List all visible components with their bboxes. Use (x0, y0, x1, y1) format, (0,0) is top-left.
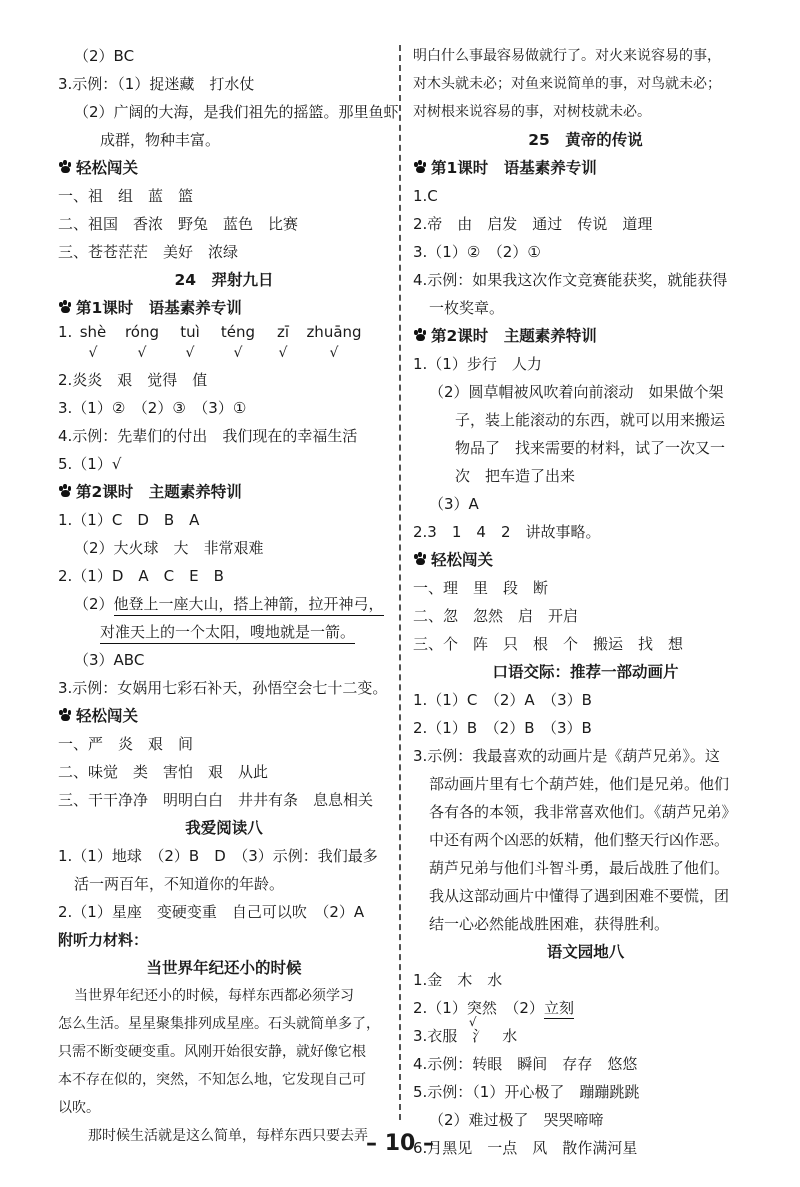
answer-line: 2.（1）星座 变硬变重 自己可以吹 （2）A (58, 903, 365, 921)
answer-line: （3）A (429, 495, 479, 513)
page-number: – 10 – (366, 1131, 434, 1156)
lesson-title: 24 羿射九日 (174, 271, 274, 289)
story-line: 当世界年纪还小的时候，每样东西都必须学习 (74, 988, 354, 1004)
answer-line: 3.（1）② （2）① (413, 243, 541, 261)
listening-heading: 附听力材料： (58, 931, 149, 949)
marked-word: 突然 √ (467, 994, 497, 1022)
right-column (413, 42, 758, 1162)
answer-line: 子，装上能滚动的东西，就可以用来搬运 (455, 411, 726, 429)
pinyin-6: zhuāng (306, 323, 362, 341)
answer-line: （2）广阔的大海，是我们祖先的摇篮。那里鱼虾 (74, 103, 399, 121)
section-heading: 轻松闯关 (413, 546, 758, 574)
story-line: 本不存在似的，突然，不知怎么地，它发现自己可 (58, 1072, 366, 1088)
answer-line: （2）难过极了 哭哭啼啼 (429, 1111, 604, 1129)
section-heading: 轻松闯关 (58, 154, 390, 182)
answer-line: 2.炎炎 艰 觉得 值 (58, 371, 208, 389)
pinyin-3: tuì (180, 323, 200, 341)
answer-line: （2）圆草帽被风吹着向前滚动 如果做个架 (429, 383, 724, 401)
answer-line: 1.（1）地球 （2）B D （3）示例：我们最多 (58, 847, 378, 865)
story-line: 怎么生活。星星聚集排列成星座。石头就简单多了， (58, 1016, 380, 1032)
story-line: 以吹。 (58, 1100, 100, 1116)
answer-line: （2）大火球 大 非常艰难 (74, 539, 264, 557)
answer-line: 我从这部动画片中懂得了遇到困难不要慌，团 (429, 887, 730, 905)
answer-line: 部动画片里有七个葫芦娃，他们是兄弟。他们 (429, 775, 730, 793)
answer-line: 葫芦兄弟与他们斗智斗勇，最后战胜了他们。 (429, 859, 730, 877)
answer-line: 3.示例：（1）捉迷藏 打水仗 (58, 75, 255, 93)
lesson-title: 语文园地八 (546, 943, 625, 961)
section-heading: 轻松闯关 (58, 702, 390, 730)
answer-line: 一、严 炎 艰 间 (58, 735, 194, 753)
story-line: 只需不断变硬变重。风刚开始很安静，就好像它根 (58, 1044, 366, 1060)
answer-line: 结一心必然能战胜困难，获得胜利。 (429, 915, 670, 933)
answer-line: 2.3 1 4 2 讲故事略。 (413, 523, 601, 541)
paw-icon (413, 160, 428, 174)
answer-line: 1.（1）C （2）A （3）B (413, 691, 592, 709)
answer-line: 3.衣服 氵 水 (413, 1027, 518, 1045)
answer-line: 6.月黑见 一点 风 散作满河星 (413, 1139, 638, 1157)
answer-line: 5.（1）√ (58, 455, 122, 473)
answer-line: 成群，物种丰富。 (100, 131, 221, 149)
section-heading: 第1课时 语基素养专训 (58, 294, 390, 322)
answer-line: 三、苍苍茫茫 美好 浓绿 (58, 243, 239, 261)
answer-line: 1.金 木 水 (413, 971, 503, 989)
answer-line (58, 618, 390, 646)
paw-icon (58, 160, 73, 174)
paw-icon (58, 300, 73, 314)
paw-icon (413, 328, 428, 342)
left-column (58, 42, 399, 1150)
answer-line: 三、干干净净 明明白白 井井有条 息息相关 (58, 791, 374, 809)
underlined-answer: 立刻 (543, 999, 574, 1017)
check-mark: √ (278, 345, 288, 361)
section-heading: 第1课时 语基素养专训 (413, 154, 758, 182)
answer-line: 3.示例：我最喜欢的动画片是《葫芦兄弟》。这 (413, 747, 720, 765)
pinyin-2: róng (124, 323, 160, 341)
story-line: 明白什么事最容易做就行了。对火来说容易的事， (413, 48, 721, 64)
answer-line: 5.示例：（1）开心极了 蹦蹦跳跳 (413, 1083, 640, 1101)
answer-line: 一枚奖章。 (429, 299, 505, 317)
check-mark: √ (468, 1015, 477, 1029)
answer-line: 次 把车造了出来 (455, 467, 576, 485)
pinyin-1: shè (79, 323, 107, 341)
answer-line: 一、理 里 段 断 (413, 579, 549, 597)
underlined-answer: 他登上一座大山，搭上神箭，拉开神弓， (114, 593, 384, 616)
pinyin-5: zī (276, 323, 290, 341)
paw-icon (58, 708, 73, 722)
answer-line: 二、祖国 香浓 野兔 蓝色 比赛 (58, 215, 299, 233)
answer-line: 活一两百年，不知道你的年龄。 (74, 875, 285, 893)
check-mark: √ (185, 345, 195, 361)
column-divider (399, 45, 401, 1120)
story-line: 对木头就未必；对鱼来说简单的事，对鸟就未必； (413, 76, 721, 92)
section-heading: 第2课时 主题素养特训 (58, 478, 390, 506)
answer-line: 一、祖 组 蓝 篮 (58, 187, 194, 205)
answer-line: （2）他登上一座大山，搭上神箭，拉开神弓， (58, 590, 390, 618)
pinyin-answer: 1. shè róng tuì téng zī zhuāng √ √ √ √ √ √ (58, 322, 390, 366)
answer-line: （3）ABC (74, 651, 145, 669)
story-line: 对树根来说容易的事，对树枝就未必。 (413, 104, 651, 120)
underlined-answer: 对准天上的一个太阳，嗖地就是一箭。 (100, 621, 355, 644)
lesson-title: 口语交际：推荐一部动画片 (492, 663, 679, 681)
answer-line: 2.（1）D A C E B (58, 567, 224, 585)
answer-line: 1.（1）步行 人力 (413, 355, 542, 373)
section-heading: 第2课时 主题素养特训 (413, 322, 758, 350)
answer-line: 二、忽 忽然 启 开启 (413, 607, 579, 625)
answer-line: 二、味觉 类 害怕 艰 从此 (58, 763, 269, 781)
answer-line: 3.（1）② （2）③ （3）① (58, 399, 247, 417)
answer-line: 4.示例：转眼 瞬间 存存 悠悠 (413, 1055, 638, 1073)
answer-line: 3.示例：女娲用七彩石补天，孙悟空会七十二变。 (58, 679, 388, 697)
answer-line: 2.（1）突然 √ （2）立刻 (413, 994, 758, 1022)
pinyin-4: téng (220, 323, 256, 341)
answer-line: （2）BC (74, 47, 135, 65)
check-mark: √ (329, 345, 339, 361)
check-mark: √ (137, 345, 147, 361)
story-title: 当世界年纪还小的时候 (146, 959, 302, 977)
answer-line: 各有各的本领，我非常喜欢他们。《葫芦兄弟》 (429, 803, 737, 821)
lesson-title: 25 黄帝的传说 (528, 131, 643, 149)
answer-line: 物品了 找来需要的材料，试了一次又一 (455, 439, 726, 457)
check-mark: √ (233, 345, 243, 361)
paw-icon (58, 484, 73, 498)
answer-line: 1.（1）C D B A (58, 511, 200, 529)
answer-line: 4.示例：如果我这次作文竞赛能获奖，就能获得 (413, 271, 728, 289)
paw-icon (413, 552, 428, 566)
lesson-title: 我爱阅读八 (185, 819, 263, 837)
answer-line: 2.帝 由 启发 通过 传说 道理 (413, 215, 653, 233)
answer-line: 1.C (413, 187, 438, 205)
answer-line: 三、个 阵 只 根 个 搬运 找 想 (413, 635, 684, 653)
check-mark: √ (88, 345, 98, 361)
answer-line: 4.示例：先辈们的付出 我们现在的幸福生活 (58, 427, 358, 445)
story-line: 那时候生活就是这么简单，每样东西只要去弄 (88, 1128, 368, 1144)
answer-line: 中还有两个凶恶的妖精，他们整天行凶作恶。 (429, 831, 730, 849)
answer-line: 2.（1）B （2）B （3）B (413, 719, 592, 737)
